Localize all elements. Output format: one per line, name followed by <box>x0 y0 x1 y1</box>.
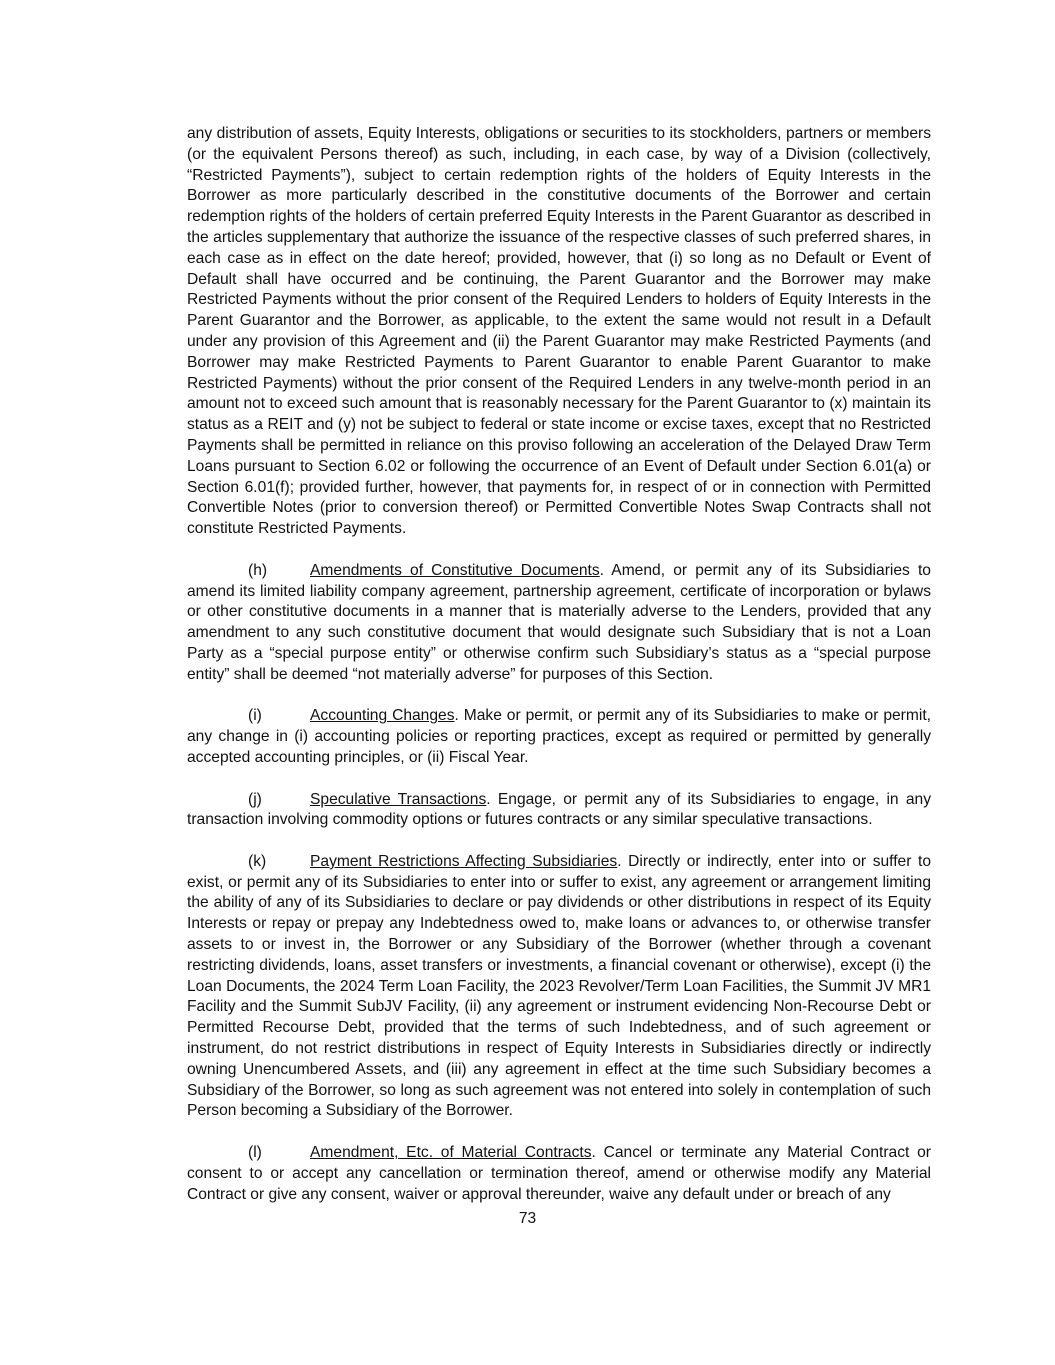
document-page <box>187 124 931 1226</box>
section-body: . Cancel or terminate any Material Contract or consent to or accept any cancellation or termination thereof, amend or otherwise modify any Material Contract or give any consent, waiver or approval thereunder, waive any default under or breach of any <box>187 1144 931 1203</box>
section-j <box>187 790 931 832</box>
section-number: (j) <box>248 790 262 808</box>
section-number: (h) <box>248 561 268 579</box>
section-h <box>187 561 931 686</box>
section-k <box>187 852 931 1122</box>
section-heading: Amendments of Constitutive Documents <box>310 561 600 579</box>
section-heading: Payment Restrictions Affecting Subsidiaries <box>310 852 618 870</box>
section-number: (k) <box>248 852 267 870</box>
section-body: . Engage, or permit any of its Subsidiaries to engage, in any transaction involving commodity options or futures contracts or any similar speculative transactions. <box>187 790 931 829</box>
section-body: . Directly or indirectly, enter into or suffer to exist, or permit any of its Subsidiaries to enter into or suffer to exist, any agreement or arrangement limiting the ability of any of its Subsidiaries to declare or pay dividends or other distributions in respect of its Equity Interests or repay or prepay any Indebtedness owed to, make loans or advances to, or otherwise transfer assets to or invest in, the Borrower or any Subsidiary of the Borrower (whether through a covenant restricting dividends, loans, asset transfers or investments, a financial covenant or otherwise), except (i) the Loan Documents, the 2024 Term Loan Facility, the 2023 Revolver/Term Loan Facilities, the Summit JV MR1 Facility and the Summit SubJV Facility, (ii) any agreement or instrument evidencing Non-Recourse Debt or Permitted Recourse Debt, provided that the terms of such Indebtedness, and of such agreement or instrument, do not restrict distributions in respect of Equity Interests in Subsidiaries directly or indirectly owning Unencumbered Assets, and (iii) any agreement in effect at the time such Subsidiary becomes a Subsidiary of the Borrower, so long as such agreement was not entered into solely in contemplation of such Person becoming a Subsidiary of the Borrower. <box>187 852 932 1120</box>
section-heading: Accounting Changes <box>310 707 455 725</box>
page-number: 73 <box>518 1210 537 1227</box>
section-i <box>187 706 931 768</box>
section-l <box>187 1143 931 1205</box>
section-body: . Amend, or permit any of its Subsidiaries to amend its limited liability company agreement, partnership agreement, certificate of incorporation or bylaws or other constitutive documents in a manner that is materially adverse to the Lenders, provided that any amendment to any such constitutive document that would designate such Subsidiary that is not a Loan Party as a “special purpose entity” or otherwise confirm such Subsidiary’s status as a “special purpose entity” shall be deemed “not materially adverse” for purposes of this Section. <box>187 561 931 683</box>
section-heading: Speculative Transactions <box>310 790 487 808</box>
section-number: (i) <box>248 707 262 725</box>
continuation-paragraph: any distribution of assets, Equity Interests, obligations or securities to its stockholders, partners or members (or the equivalent Persons thereof) as such, including, in each case, by way of a Division (collectively, “Restricted Payments”), subject to certain redemption rights of the holders of Equity Interests in the Borrower as more particularly described in the constitutive documents of the Borrower and certain redemption rights of the holders of certain preferred Equity Interests in the Parent Guarantor as described in the articles supplementary that authorize the issuance of the respective classes of such preferred shares, in each case as in effect on the date hereof; provided, however, that (i) so long as no Default or Event of Default shall have occurred and be continuing, the Parent Guarantor and the Borrower may make Restricted Payments without the prior consent of the Required Lenders to holders of Equity Interests in the Parent Guarantor and the Borrower, as applicable, to the extent the same would not result in a Default under any provision of this Agreement and (ii) the Parent Guarantor may make Restricted Payments (and Borrower may make Restricted Payments to Parent Guarantor to enable Parent Guarantor to make Restricted Payments) without the prior consent of the Required Lenders in any twelve-month period in an amount not to exceed such amount that is reasonably necessary for the Parent Guarantor to (x) maintain its status as a REIT and (y) not be subject to federal or state income or excise taxes, except that no Restricted Payments shall be permitted in reliance on this proviso following an acceleration of the Delayed Draw Term Loans pursuant to Section 6.02 or following the occurrence of an Event of Default under Section 6.01(a) or Section 6.01(f); provided further, however, that payments for, in respect of or in connection with Permitted Convertible Notes (prior to conversion thereof) or Permitted Convertible Notes Swap Contracts shall not constitute Restricted Payments. <box>187 125 931 538</box>
section-heading: Amendment, Etc. of Material Contracts <box>310 1144 592 1162</box>
section-body: . Make or permit, or permit any of its Subsidiaries to make or permit, any change in (i) accounting policies or reporting practices, except as required or permitted by generally accepted accounting principles, or (ii) Fiscal Year. <box>187 707 931 766</box>
section-number: (l) <box>248 1144 262 1162</box>
